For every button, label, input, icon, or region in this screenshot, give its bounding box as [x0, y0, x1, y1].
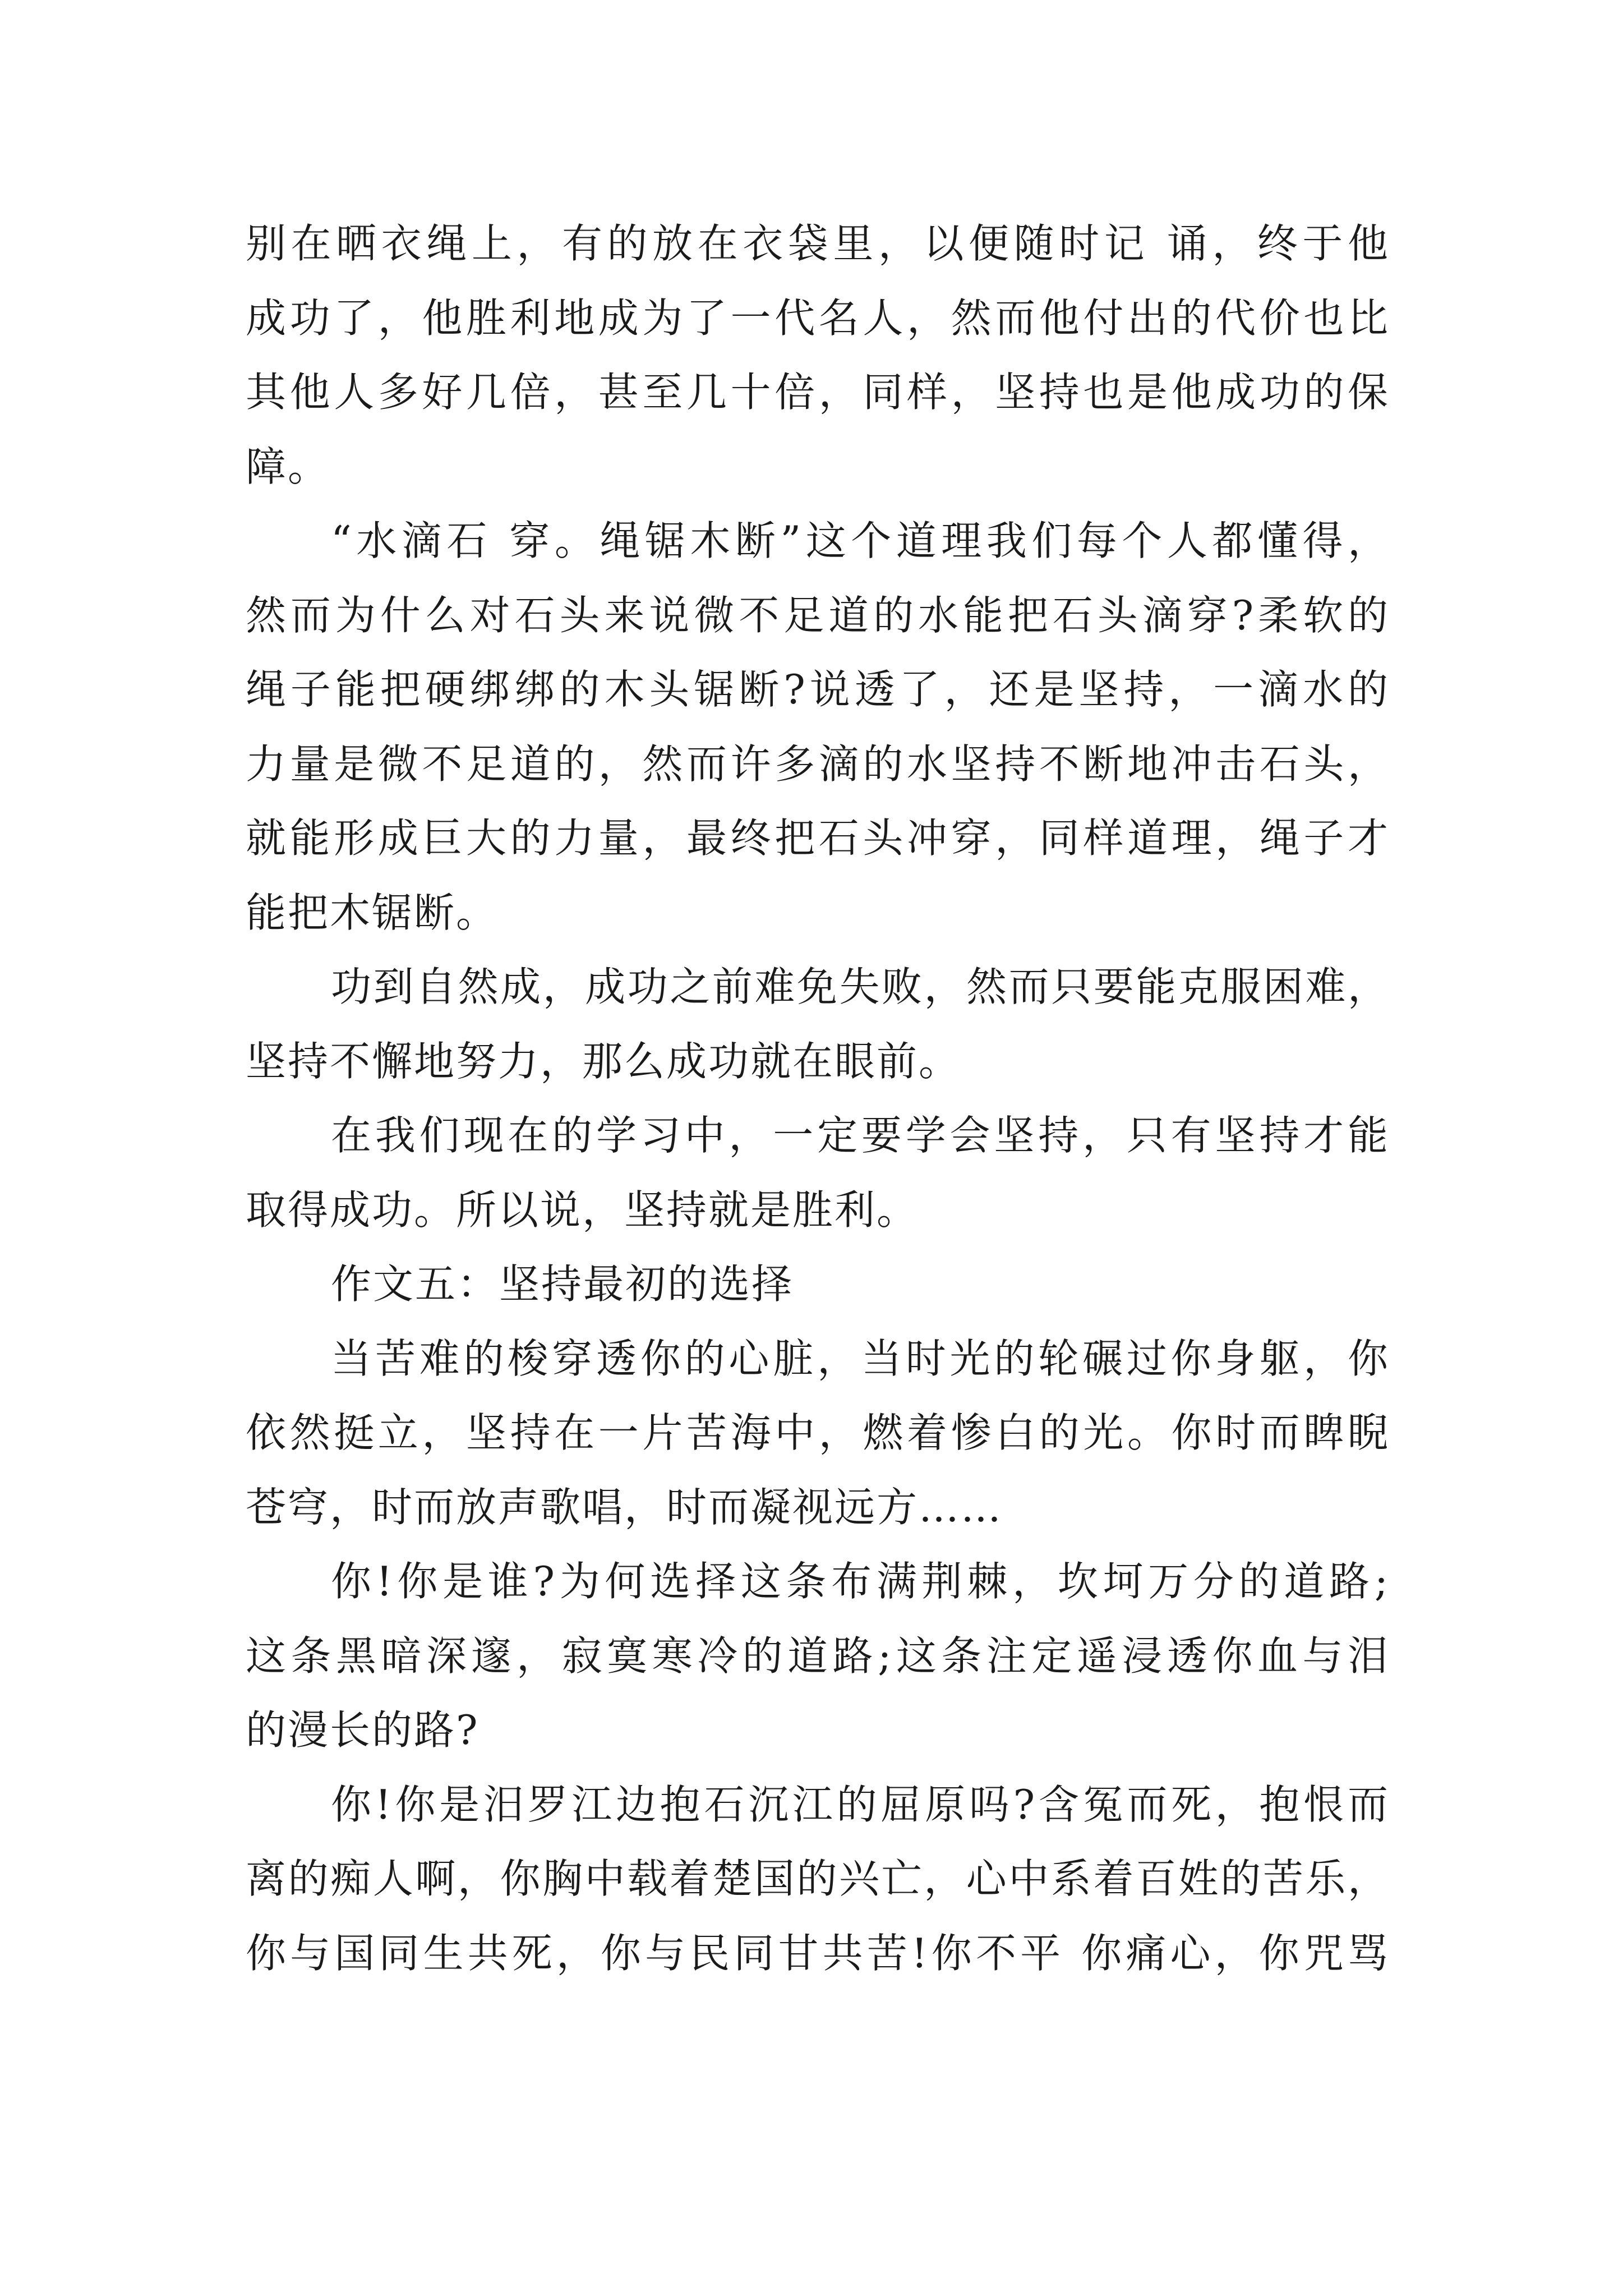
text-line: 在我们现在的学习中，一定要学会坚持，只有坚持才能 [331, 1112, 1390, 1159]
text-line: 力量是微不足道的，然而许多滴的水坚持不断地冲击石头， [246, 740, 1390, 788]
text-line: 成功了，他胜利地成为了一代名人，然而他付出的代价也比 [246, 294, 1390, 342]
text-line: 能把木锯断。 [246, 889, 499, 936]
text-line: 其他人多好几倍，甚至几十倍，同样，坚持也是他成功的保 [246, 369, 1390, 416]
text-line: 你!你是谁?为何选择这条布满荆棘，坎坷万分的道路; [331, 1558, 1390, 1605]
text-line: 离的痴人啊，你胸中载着楚国的兴亡，心中系着百姓的苦乐， [246, 1855, 1390, 1902]
text-line: 的漫长的路? [246, 1706, 479, 1754]
text-line: 这条黑暗深邃，寂寞寒冷的道路;这条注定遥浸透你血与泪 [246, 1632, 1390, 1680]
text-line: 当苦难的梭穿透你的心脏，当时光的轮碾过你身躯，你 [331, 1335, 1390, 1382]
text-line: 坚持不懈地努力，那么成功就在眼前。 [246, 1037, 961, 1085]
text-line: 你!你是汨罗江边抱石沉江的屈原吗?含冤而死，抱恨而 [331, 1780, 1390, 1828]
text-line: 就能形成巨大的力量，最终把石头冲穿，同样道理，绳子才 [246, 815, 1390, 862]
text-line: 依然挺立，坚持在一片苦海中，燃着惨白的光。你时而睥睨 [246, 1409, 1390, 1456]
text-line: “水滴石 穿。绳锯木断”这个道理我们每个人都懂得， [331, 517, 1390, 564]
text-line: 功到自然成，成功之前难免失败，然而只要能克服困难， [331, 963, 1390, 1010]
body-text [246, 206, 1390, 1990]
text-line: 别在晒衣绳上，有的放在衣袋里，以便随时记 诵，终于他 [246, 220, 1390, 267]
text-line: 取得成功。所以说，坚持就是胜利。 [246, 1186, 919, 1234]
text-line: 然而为什么对石头来说微不足道的水能把石头滴穿?柔软的 [246, 591, 1390, 639]
text-line: 你与国同生共死，你与民同甘共苦!你不平 你痛心，你咒骂 [246, 1929, 1390, 1977]
text-line: 作文五：坚持最初的选择 [331, 1260, 794, 1308]
text-line: 绳子能把硬绑绑的木头锯断?说透了，还是坚持，一滴水的 [246, 666, 1390, 713]
text-line: 障。 [246, 443, 330, 490]
text-line: 苍穹，时而放声歌唱，时而凝视远方…… [246, 1483, 1003, 1531]
